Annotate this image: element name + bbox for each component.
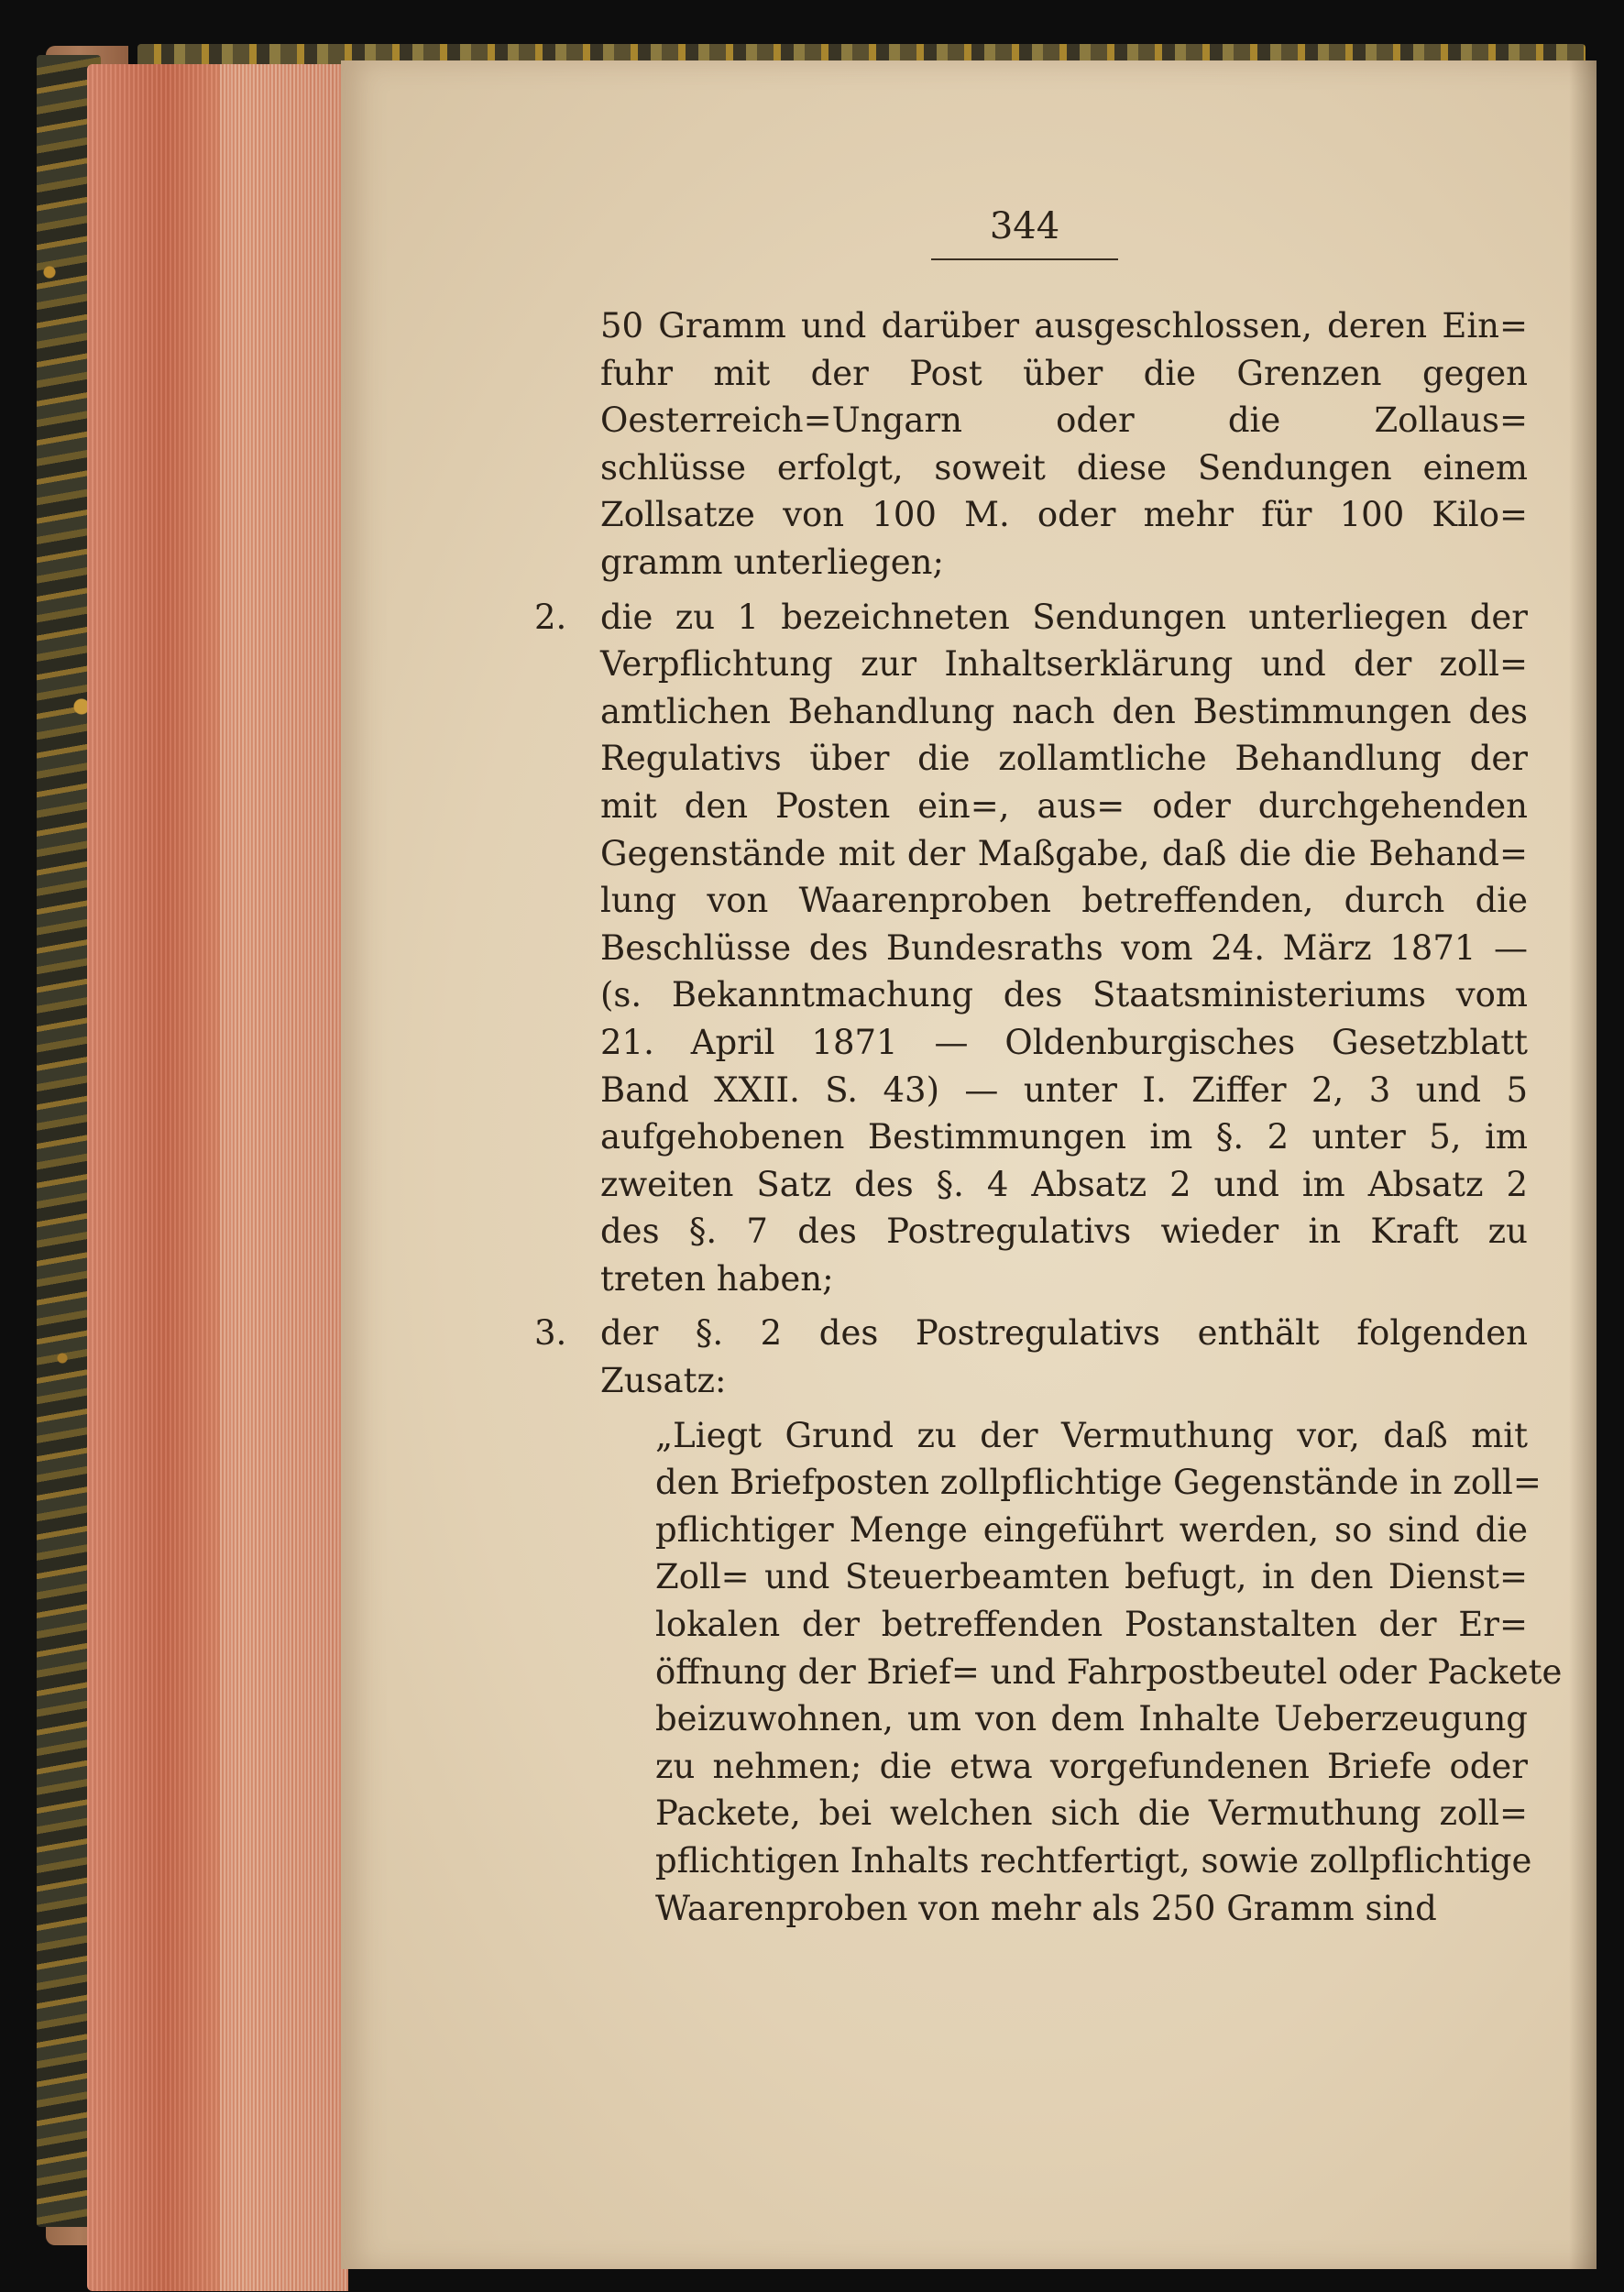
- text-line: „Liegt Grund zu der Vermuthung vor, daß mit: [655, 1415, 1528, 1455]
- text-line: beizuwohnen, um von dem Inhalte Ueberzeugung: [655, 1699, 1528, 1739]
- text-line: den Briefposten zollpflichtige Gegenstände in zoll=: [655, 1463, 1542, 1503]
- text-line: zu nehmen; die etwa vorgefundenen Briefe oder: [655, 1746, 1528, 1786]
- text-line: Packete, bei welchen sich die Vermuthung zoll=: [655, 1793, 1528, 1834]
- text-line: Zoll= und Steuerbeamten befugt, in den Dienst=: [655, 1557, 1528, 1597]
- page-text: [534, 302, 1563, 1932]
- text-line: Zollsatze von 100 M. oder mehr für 100 Kilo=: [600, 495, 1528, 535]
- text-line: Oesterreich=Ungarn oder die Zollaus=: [600, 400, 1528, 441]
- text-line: (s. Bekanntmachung des Staatsministeriums vom: [600, 975, 1528, 1015]
- text-line: fuhr mit der Post über die Grenzen gegen: [600, 353, 1528, 393]
- text-line: pflichtigen Inhalts rechtfertigt, sowie zollpflichtige: [655, 1841, 1532, 1881]
- text-line: Regulativs über die zollamtliche Behandlung der: [600, 739, 1528, 779]
- text-line: Zusatz:: [600, 1361, 727, 1401]
- text-line: schlüsse erfolgt, soweit diese Sendungen einem: [600, 447, 1528, 488]
- text-line: Waarenproben von mehr als 250 Gramm sind: [655, 1888, 1437, 1928]
- list-item-3: [534, 1310, 1528, 1404]
- text-line: amtlichen Behandlung nach den Bestimmungen des: [600, 691, 1528, 731]
- page-number-rule: [931, 258, 1118, 260]
- text-line: 21. April 1871 — Oldenburgisches Gesetzblatt: [600, 1022, 1528, 1062]
- text-line: Beschlüsse des Bundesraths vom 24. März 1871 —: [600, 927, 1528, 968]
- intro-paragraph: [600, 302, 1528, 587]
- text-line: des §. 7 des Postregulativs wieder in Kraft zu: [600, 1212, 1528, 1252]
- text-line: der §. 2 des Postregulativs enthält folgenden: [600, 1313, 1528, 1354]
- text-line: treten haben;: [600, 1258, 834, 1299]
- item-number: 3.: [534, 1313, 567, 1354]
- page-gutter-shadow: [1569, 60, 1597, 2269]
- page-block-edges-light: [220, 64, 348, 2291]
- text-line: Verpflichtung zur Inhaltserklärung und der zoll=: [600, 644, 1528, 685]
- text-line: pflichtiger Menge eingeführt werden, so sind die: [655, 1509, 1528, 1550]
- text-line: öffnung der Brief= und Fahrpostbeutel oder Packete: [655, 1651, 1563, 1692]
- text-line: die zu 1 bezeichneten Sendungen unterliegen der: [600, 597, 1528, 637]
- quoted-paragraph: [655, 1412, 1563, 1933]
- text-line: zweiten Satz des §. 4 Absatz 2 und im Absatz 2: [600, 1164, 1528, 1204]
- text-line: Band XXII. S. 43) — unter I. Ziffer 2, 3 und 5: [600, 1069, 1528, 1110]
- text-line: lung von Waarenproben betreffenden, durch die: [600, 881, 1528, 921]
- text-line: aufgehobenen Bestimmungen im §. 2 unter 5, im: [600, 1117, 1528, 1157]
- text-line: lokalen der betreffenden Postanstalten der Er=: [655, 1605, 1528, 1645]
- text-line: Gegenstände mit der Maßgabe, daß die die Behand=: [600, 833, 1528, 873]
- text-line: 50 Gramm und darüber ausgeschlossen, deren Ein=: [600, 306, 1528, 345]
- text-line: mit den Posten ein=, aus= oder durchgehenden: [600, 785, 1528, 826]
- item-number: 2.: [534, 597, 567, 637]
- text-line: gramm unterliegen;: [600, 542, 944, 582]
- list-item-2: [534, 594, 1528, 1303]
- page-number: 344: [989, 205, 1060, 247]
